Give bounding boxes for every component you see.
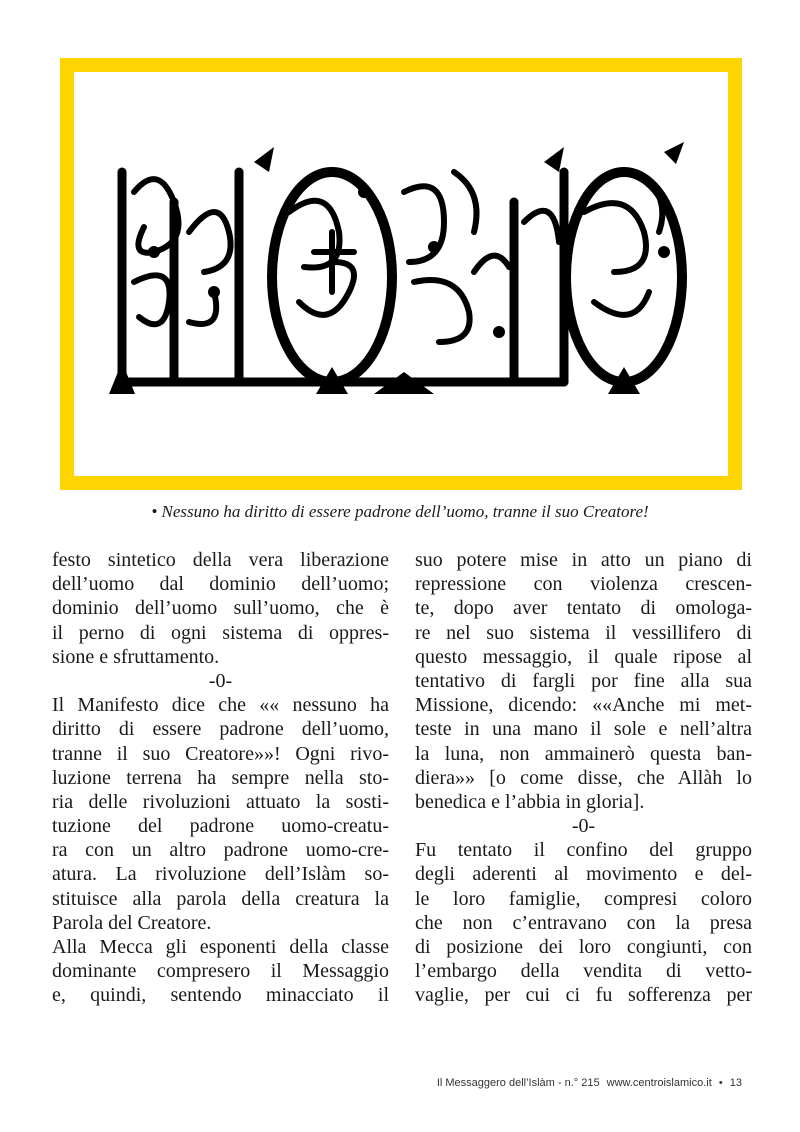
text-line: Parola del Creatore. — [52, 911, 212, 934]
text-line: sione e sfruttamento. — [52, 645, 220, 668]
text-line: dominante compresero il Messaggio — [52, 960, 389, 983]
page-footer — [433, 1077, 742, 1089]
text-line: benedica e l’abbia in gloria]. — [415, 790, 645, 813]
text-line: che non c’entravano con la presa — [415, 911, 752, 934]
text-line: vaglie, per cui ci fu sofferenza per — [415, 984, 752, 1007]
text-line: re nel suo sistema il vessillifero di — [415, 621, 752, 644]
text-line: -0- — [208, 669, 233, 692]
text-line: diera»» [o come disse, che Allàh lo — [415, 766, 752, 789]
footer-website[interactable]: www.centroislamico.it — [606, 1077, 712, 1089]
text-line: dominio dell’uomo sull’uomo, che è — [52, 597, 389, 620]
text-line: teste in una mano il sole e nell’altra — [415, 718, 752, 741]
text-line: dell’uomo dal dominio dell’uomo; — [52, 573, 389, 596]
left-column — [52, 548, 389, 1008]
text-line: di posizione dei loro congiunti, con — [415, 936, 752, 958]
calligraphy-frame — [60, 58, 742, 490]
text-line: te, dopo aver tentato di omologa- — [415, 597, 752, 620]
page-number: 13 — [729, 1077, 742, 1089]
text-line: tuzione del padrone uomo-creatu- — [52, 815, 389, 838]
text-line: degli aderenti al movimento e del- — [415, 863, 752, 886]
arabic-calligraphy-image — [104, 132, 704, 402]
text-line: Fu tentato il confino del gruppo — [415, 839, 752, 862]
text-line: il perno di ogni sistema di oppres- — [52, 621, 389, 644]
text-line: ra con un altro padrone uomo-cre- — [52, 839, 389, 862]
text-line: tentativo di fargli por fine alla sua — [415, 669, 752, 692]
text-line: festo sintetico della vera liberazione — [52, 549, 389, 571]
footer-bullet: • — [718, 1077, 723, 1089]
text-line: questo messaggio, il quale ripose al — [415, 645, 752, 668]
text-line: diritto di essere padrone dell’uomo, — [52, 718, 389, 741]
text-line: Il Manifesto dice che «« nessuno ha — [52, 694, 389, 717]
text-line: atura. La rivoluzione dell’Islàm so- — [52, 863, 389, 886]
text-line: ria delle rivoluzioni attuato la sosti- — [52, 790, 389, 813]
text-line: l’embargo della vendita di vetto- — [415, 960, 752, 983]
text-line: Alla Mecca gli esponenti della classe — [52, 936, 389, 958]
text-line: suo potere mise in atto un piano di — [415, 549, 752, 571]
text-line: stituisce alla parola della creatura la — [52, 887, 389, 910]
figure-caption: • Nessuno ha diritto di essere padrone dell’uomo, tranne il suo Creatore! — [151, 502, 649, 521]
text-line: -0- — [571, 815, 596, 838]
text-line: tranne il suo Creatore»»! Ogni rivo- — [52, 742, 389, 765]
text-line: le loro famiglie, compresi coloro — [415, 887, 752, 910]
text-line: luzione terrena ha sempre nella sto- — [52, 766, 389, 789]
text-line: repressione con violenza crescen- — [415, 573, 752, 596]
right-column — [415, 548, 752, 1008]
text-line: la luna, non ammainerò questa ban- — [415, 742, 752, 765]
text-line: Missione, dicendo: ««Anche mi met- — [415, 694, 752, 717]
text-line: e, quindi, sentendo minacciato il — [52, 984, 389, 1007]
footer-publication: Il Messaggero dell’Islàm - n.° 215 — [436, 1077, 600, 1089]
